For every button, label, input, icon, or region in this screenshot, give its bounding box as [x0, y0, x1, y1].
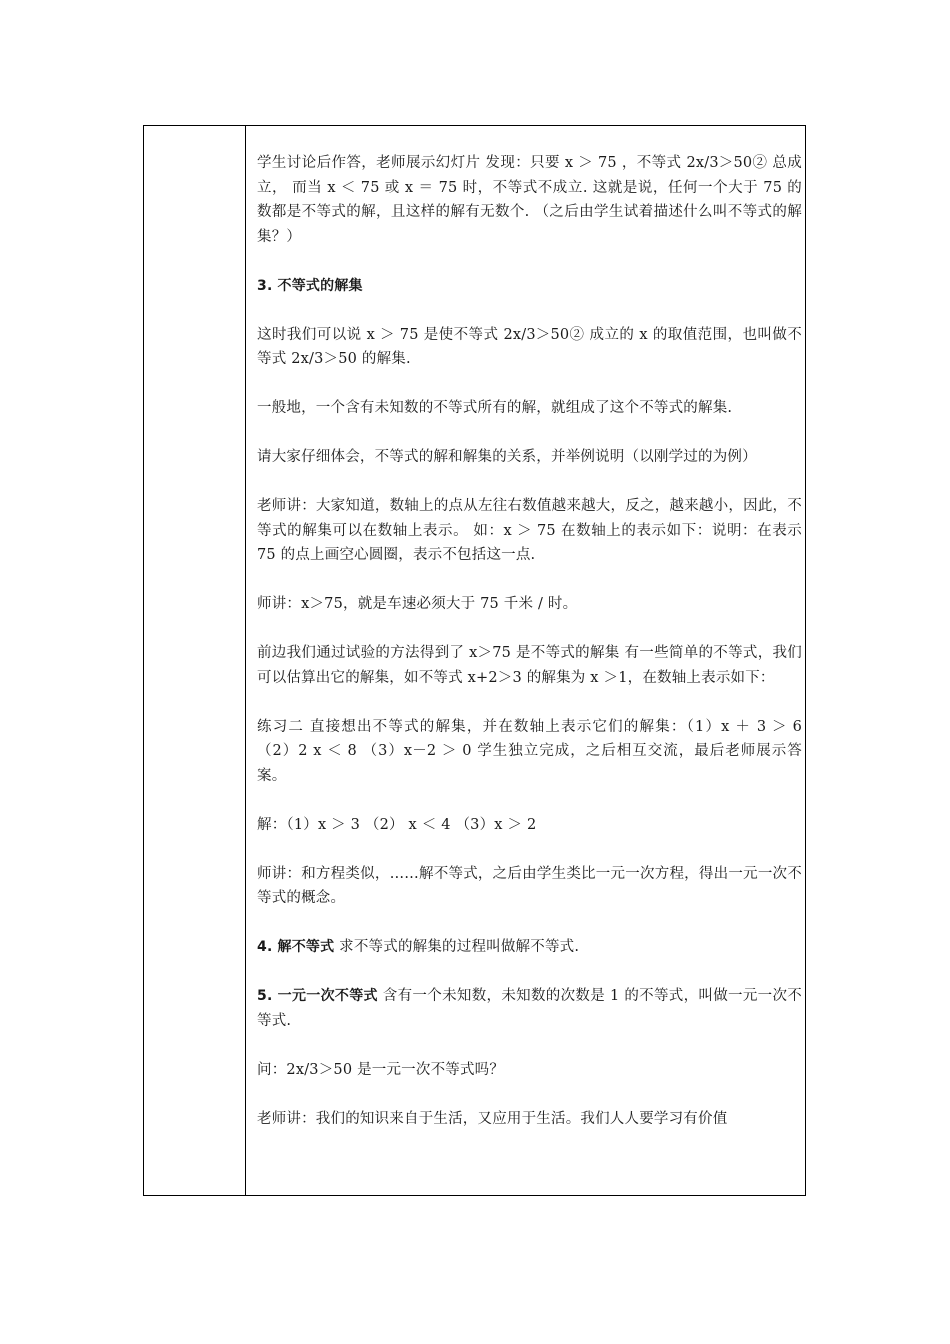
- paragraph-answer: 解：（1）x ＞ 3 （2） x ＜ 4 （3）x ＞ 2: [257, 816, 537, 833]
- paragraph-reflect: 请大家仔细体会，不等式的解和解集的关系，并举例说明（以刚学过的为例）: [257, 449, 757, 465]
- paragraph-analogy: 师讲：和方程类似，……解不等式，之后由学生类比一元一次方程，得出一元一次不等式的概念。: [257, 865, 802, 906]
- heading-solution-set: 3. 不等式的解集: [257, 277, 363, 294]
- paragraph-range: 这时我们可以说 x ＞ 75 是使不等式 2x/3＞50② 成立的 x 的取值范围，也叫做不等式 2x/3＞50 的解集.: [257, 326, 802, 367]
- paragraph-discussion: 学生讨论后作答，老师展示幻灯片 发现：只要 x ＞ 75 ，不等式 2x/3＞50② 总成立， 而当 x ＜ 75 或 x ＝ 75 时，不等式不成立. 这就是说，任何一个大于 75 的数都是不等式的解，且这样的解有无数个. （之后由学生试着描述什么叫不等式的解集？）: [257, 155, 802, 245]
- paragraph-number-line: 老师讲：大家知道，数轴上的点从左往右数值越来越大，反之，越来越小，因此，不等式的解集可以在数轴上表示。 如：x ＞ 75 在数轴上的表示如下：说明：在表示 75 的点上画空心圆圈，表示不包括这一点.: [257, 498, 802, 563]
- table-right-column: [247, 126, 805, 1195]
- paragraph-question: 问：2x/3＞50 是一元一次不等式吗？: [257, 1061, 505, 1078]
- heading-solve-inequality: 4. 解不等式 求不等式的解集的过程叫做解不等式.: [257, 939, 580, 955]
- heading-linear-inequality: 5. 一元一次不等式 含有一个未知数，未知数的次数是 1 的不等式，叫做一元一次不等式.: [257, 988, 802, 1029]
- paragraph-exercise-two: 练习二 直接想出不等式的解集，并在数轴上表示它们的解集：（1）x ＋ 3 ＞ 6 （2）2 x ＜ 8 （3）x－2 ＞ 0 学生独立完成，之后相互交流，最后老师展示答案。: [257, 718, 802, 784]
- paragraph-definition: 一般地，一个含有未知数的不等式所有的解，就组成了这个不等式的解集.: [257, 400, 733, 416]
- paragraph-closing: 老师讲：我们的知识来自于生活，又应用于生活。我们人人要学习有价值: [257, 1110, 728, 1127]
- table-left-column: [144, 126, 246, 1195]
- paragraph-speed: 师讲：x＞75，就是车速必须大于 75 千米 / 时。: [257, 596, 578, 612]
- lesson-content: [257, 151, 802, 1156]
- lesson-table: [143, 125, 806, 1196]
- paragraph-estimate: 前边我们通过试验的方法得到了 x＞75 是不等式的解集 有一些简单的不等式，我们可以估算出它的解集，如不等式 x+2＞3 的解集为 x ＞1，在数轴上表示如下：: [257, 645, 802, 686]
